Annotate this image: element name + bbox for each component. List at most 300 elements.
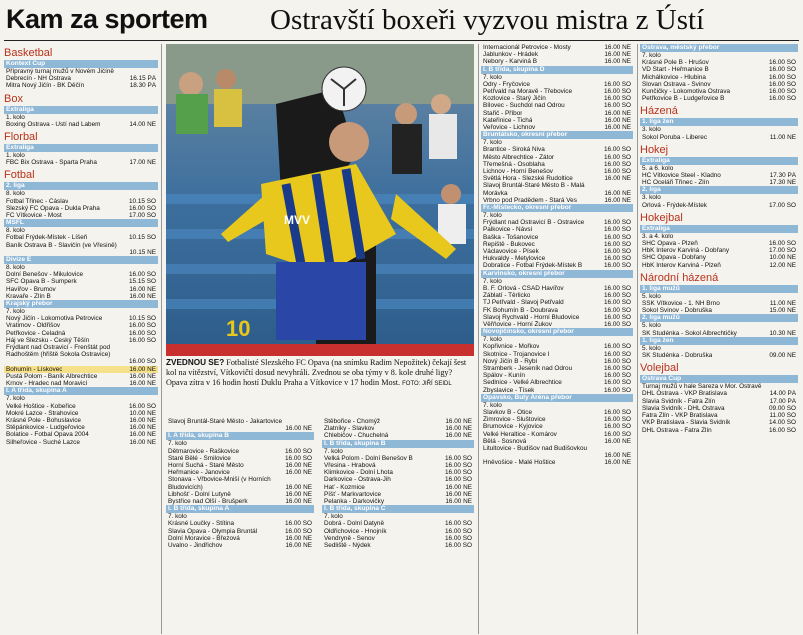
sport-heading-hokej: Hokej: [640, 143, 669, 156]
fixture-row: [4, 212, 158, 219]
fixture-time: 16.00 SO: [603, 386, 631, 394]
fixture-time: 16.00 NE: [129, 416, 156, 424]
fixture-teams: Radhoštěm (hřiště Sokola Ostravice): [6, 351, 111, 359]
fixture-time: 16.00 NE: [604, 459, 631, 467]
round-label: 7. kolo: [483, 139, 502, 147]
fixture-time: 16.00 NE: [285, 498, 312, 506]
competition-bar: Krajský přebor: [4, 300, 158, 308]
fixture-row: [481, 226, 633, 233]
competition-bar: Bruntálsko, okresní přebor: [481, 131, 633, 139]
round-label: 1. kolo: [6, 152, 25, 160]
fixture-row: [481, 102, 633, 109]
fixture-teams: Vrbno pod Pradědem - Stará Ves: [483, 196, 577, 204]
fixture-time: 16.00 SO: [768, 426, 796, 434]
fixture-teams: HbK Interov Karviná - Plzeň: [642, 261, 721, 269]
fixture-row: [4, 351, 158, 358]
fixture-row: [4, 242, 158, 249]
fixture-row: [4, 380, 158, 387]
fixture-time: 11.00 SO: [769, 412, 796, 420]
fixture-row: [481, 175, 633, 182]
fixture-row: [640, 134, 798, 141]
fixture-time: 16.00 SO: [768, 73, 796, 81]
fixture-row: [166, 520, 314, 527]
fixture-time: 16.00 NE: [285, 425, 312, 433]
competition-bar: I. A třída, skupina B: [166, 432, 314, 440]
fixture-row: [4, 403, 158, 410]
fixture-row: [4, 249, 158, 256]
fixture-time: 17.00 NE: [129, 159, 156, 167]
fixture-row: [481, 44, 633, 51]
fixture-row: [640, 88, 798, 95]
round-label: Turnaj mužů v hale Sareza v Mor. Ostravě: [642, 383, 762, 391]
fixture-teams: Baška - Tošanovice: [483, 233, 539, 241]
fixture-teams: Bludovicích): [168, 483, 203, 491]
column-divider: [637, 44, 638, 634]
round-label: 8. kolo: [6, 190, 25, 198]
fixture-time: 16.00 SO: [603, 313, 631, 321]
fixture-time: 16.00 NE: [445, 432, 472, 440]
fixture-teams: Heřmanice - Janovice: [168, 469, 230, 477]
competition-bar: I. B třída, skupina C: [322, 505, 474, 513]
photo-caption: [166, 358, 474, 389]
fixture-teams: FC Vítkovice - Most: [6, 212, 62, 220]
fixture-row: [481, 190, 633, 197]
fixture-time: 09.00 SO: [768, 404, 796, 412]
fixture-teams: Sedliště - Nýdek: [324, 542, 371, 550]
fixture-time: 14.00 SO: [768, 419, 796, 427]
fixture-teams: Litultovice - Budišov nad Budišovkou: [483, 444, 588, 452]
fixture-teams: Klimkovice - Dolní Lhota: [324, 469, 393, 477]
fixture-time: 16.00 SO: [603, 219, 631, 227]
fixture-teams: Bystřice nad Olší - Brušperk: [168, 498, 248, 506]
fixture-time: 16.00 SO: [603, 160, 631, 168]
competition-bar: Extraliga: [640, 157, 798, 165]
fixture-time: 17.30 PÁ: [769, 172, 796, 180]
fixture-row: [322, 455, 474, 462]
fixture-time: 16.00 SO: [603, 343, 631, 351]
fixture-teams: Šilheřovice - Suché Lazce: [6, 438, 80, 446]
fixture-time: 16.00 SO: [603, 306, 631, 314]
fixture-row: [322, 535, 474, 542]
fixture-teams: Slezský FC Opava - Dukla Praha: [6, 204, 100, 212]
fixture-time: 16.00 SO: [603, 95, 631, 103]
fixture-row: [4, 278, 158, 285]
fixture-time: [628, 445, 631, 452]
fixture-time: 16.00 NE: [604, 109, 631, 117]
fixture-teams: Štramberk - Jeseník nad Odrou: [483, 364, 573, 372]
fixture-teams: Odry - Fryčovice: [483, 80, 530, 88]
fixture-teams: Slavia Svidník - DHL Ostrava: [642, 404, 725, 412]
fixture-row: [640, 300, 798, 307]
fixture-time: 16.00 NE: [445, 425, 472, 433]
masthead: [4, 4, 799, 41]
competition-bar: Opavsko, Buly Aréna přebor: [481, 394, 633, 402]
fixture-time: 14.00 PÁ: [769, 390, 796, 398]
fixture-teams: Brantice - Široká Niva: [483, 146, 545, 154]
fixture-time: 16.00 SO: [603, 292, 631, 300]
fixture-teams: Debrecín - NH Ostrava: [6, 75, 71, 83]
fixture-row: [481, 416, 633, 423]
fixture-row: [481, 409, 633, 416]
fixture-time: 16.00 NE: [604, 189, 631, 197]
fixture-time: 16.00 SO: [603, 364, 631, 372]
competition-bar: 1. liga mužů: [640, 285, 798, 293]
fixture-teams: Město Albrechtice - Zátor: [483, 153, 555, 161]
fixture-teams: Michálkovice - Hlubina: [642, 73, 706, 81]
fixture-teams: Chlebičov - Chuchelná: [324, 432, 389, 440]
column-3-bottom: [322, 418, 474, 549]
fixture-teams: Libhošť - Dolní Lutyně: [168, 490, 231, 498]
competition-bar: 1. liga žen: [640, 337, 798, 345]
fixture-teams: Sokol Poruba - Liberec: [642, 133, 708, 141]
competition-bar: 1. liga žen: [640, 118, 798, 126]
fixture-row: [640, 419, 798, 426]
fixture-time: 16.00 SO: [444, 520, 472, 528]
fixture-row: [481, 459, 633, 466]
fixture-teams: Hněvošice - Malé Hoštice: [483, 459, 556, 467]
fixture-teams: Slavoj Bruntál-Staré Město B - Malá: [483, 182, 585, 190]
fixture-time: 16.00 NE: [129, 424, 156, 432]
competition-bar: I. B třída, skupina B: [322, 440, 474, 448]
fixture-time: 16.00 SO: [603, 146, 631, 154]
fixture-teams: Spálov - Kunín: [483, 372, 525, 380]
section-title: Kam za sportem: [6, 4, 208, 34]
fixture-time: 18.30 PÁ: [129, 82, 156, 90]
fixture-teams: SHC Opava - Dobřany: [642, 254, 706, 262]
fixture-time: 16.00 SO: [768, 59, 796, 67]
fixture-time: 10.15 NE: [129, 248, 156, 256]
fixture-time: 16.15 PÁ: [129, 75, 156, 83]
fixture-time: 11.00 NE: [769, 300, 796, 308]
fixture-row: [481, 299, 633, 306]
fixture-teams: Slavoj Rychvald - Horní Bludovice: [483, 313, 580, 321]
fixture-row: [166, 528, 314, 535]
fixture-row: [481, 372, 633, 379]
fixture-row: [481, 445, 633, 452]
fixture-time: 17.00 SO: [128, 212, 156, 220]
fixture-time: 16.00 SO: [603, 379, 631, 387]
round-label: 7. kolo: [483, 212, 502, 220]
fixture-time: 16.00 NE: [604, 124, 631, 132]
fixture-time: 16.00 SO: [128, 402, 156, 410]
fixture-time: 16.00 NE: [604, 51, 631, 59]
fixture-time: [153, 344, 156, 351]
fixture-teams: Pustá Polom - Baník Albrechtice: [6, 372, 98, 380]
fixture-time: 16.00 NE: [285, 462, 312, 470]
fixture-teams: VD Start - Heřmanice B: [642, 66, 709, 74]
sport-heading-fotbal: Fotbal: [4, 169, 35, 182]
fixture-row: [640, 179, 798, 186]
match-photo: [166, 44, 474, 356]
fixture-row: [166, 462, 314, 469]
fixture-teams: Bílovec - Suchdol nad Odrou: [483, 102, 565, 110]
fixture-time: 16.00 SO: [603, 240, 631, 248]
fixture-time: 16.00 SO: [603, 284, 631, 292]
fixture-time: 10.15 SO: [128, 315, 156, 323]
fixture-row: [640, 81, 798, 88]
fixture-teams: Havířov - Brumov: [6, 285, 56, 293]
round-label: 7. kolo: [168, 513, 187, 521]
fixture-row: [481, 234, 633, 241]
fixture-teams: Dolní Moravice - Březová: [168, 534, 240, 542]
fixture-teams: B. F. Orlová - ČSAD Havířov: [483, 284, 564, 292]
fixture-teams: Petřkovice - Čeladná: [6, 329, 66, 337]
fixture-time: 16.00 NE: [445, 418, 472, 425]
fixture-row: [640, 254, 798, 261]
fixture-time: 16.00 NE: [285, 534, 312, 542]
fixture-time: 16.00 NE: [604, 452, 631, 460]
column-2-bottom: [166, 418, 314, 549]
fixture-time: 16.00 SO: [603, 350, 631, 358]
fixture-row: [166, 469, 314, 476]
fixture-time: 16.00 NE: [285, 490, 312, 498]
fixture-row: [166, 418, 314, 425]
fixture-time: 16.00 SO: [603, 102, 631, 110]
fixture-time: 16.00 SO: [284, 454, 312, 462]
fixture-row: [322, 425, 474, 432]
fixture-row: [166, 491, 314, 498]
column-divider: [161, 44, 162, 634]
fixture-time: 10.00 NE: [769, 254, 796, 262]
fixture-time: 16.00 NE: [604, 58, 631, 66]
sport-heading-basketbal: Basketbal: [4, 47, 53, 59]
fixture-time: 16.00 NE: [129, 431, 156, 439]
round-label: 8. kolo: [6, 227, 25, 235]
fixture-time: 16.00 SO: [768, 88, 796, 96]
fixture-time: 16.00 SO: [603, 153, 631, 161]
column-1: [4, 44, 158, 446]
fixture-time: 16.00 SO: [603, 262, 631, 270]
round-label: 8. kolo: [6, 264, 25, 272]
fixture-time: 16.00 SO: [603, 233, 631, 241]
fixture-teams: Slavia Svidník - Fatra Zlín: [642, 397, 716, 405]
competition-bar: I. A třída, skupina A: [4, 387, 158, 395]
round-label: 7. kolo: [324, 447, 343, 455]
fixture-teams: SK Studénka - Dobruška: [642, 352, 713, 360]
fixture-teams: Dobratice - Fotbal Frýdek-Místek B: [483, 262, 583, 270]
fixture-row: [322, 528, 474, 535]
fixture-time: 16.00 NE: [445, 498, 472, 506]
fixture-teams: Jablunkov - Hrádek: [483, 51, 539, 59]
fixture-row: [640, 66, 798, 73]
fixture-teams: Úvalno - Jindřichov: [168, 542, 223, 550]
round-label: 3. a 4. kolo: [642, 232, 674, 240]
fixture-teams: Bělá - Sosnová: [483, 437, 527, 445]
fixture-time: 12.00 NE: [769, 261, 796, 269]
competition-bar: Kontext Cup: [4, 60, 158, 68]
competition-bar: Extraliga: [640, 225, 798, 233]
fixture-teams: Lichnov - Horní Benešov: [483, 168, 553, 176]
round-label: 5. a 6. kolo: [642, 164, 674, 172]
round-label: 3. kolo: [642, 194, 661, 202]
fixture-row: [166, 476, 314, 483]
fixture-row: [322, 542, 474, 549]
fixture-row: [481, 248, 633, 255]
fixture-row: [4, 410, 158, 417]
fixture-row: [322, 498, 474, 505]
fixture-row: [481, 438, 633, 445]
fixture-time: 16.00 SO: [603, 226, 631, 234]
fixture-row: [166, 542, 314, 549]
fixture-time: 16.00 SO: [768, 240, 796, 248]
fixture-row: [481, 343, 633, 350]
fixture-time: 16.00 SO: [128, 329, 156, 337]
fixture-row: [640, 95, 798, 102]
fixture-teams: Nový Jičín - Lokomotiva Petrovice: [6, 315, 103, 323]
fixture-teams: Nový Jičín B - Rybí: [483, 357, 538, 365]
fixture-teams: HC Oceláři Třinec - Zlín: [642, 179, 709, 187]
competition-bar: Ostrava, městský přebor: [640, 44, 798, 52]
shirt-number: 10: [226, 316, 251, 341]
fixture-row: [4, 271, 158, 278]
round-label: 3. kolo: [642, 126, 661, 134]
fixture-time: 16.00 NE: [604, 44, 631, 51]
competition-bar: Divize E: [4, 256, 158, 264]
fixture-time: 15.15 SO: [128, 278, 156, 286]
fixture-time: 16.00 SO: [444, 527, 472, 535]
fixture-time: 16.00 NE: [129, 285, 156, 293]
round-label: 7. kolo: [483, 401, 502, 409]
fixture-teams: Velké Heraltice - Komárov: [483, 430, 557, 438]
fixture-time: 16.00 NE: [129, 365, 156, 373]
fixture-time: 16.00 NE: [604, 437, 631, 445]
fixture-row: [4, 358, 158, 365]
fixture-row: [481, 365, 633, 372]
fixture-row: [4, 159, 158, 166]
fixture-time: 16.00 SO: [128, 358, 156, 366]
fixture-row: [481, 307, 633, 314]
fixture-row: [4, 373, 158, 380]
fixture-time: [153, 242, 156, 249]
fixture-teams: FBC Bix Ostrava - Sparta Praha: [6, 159, 97, 167]
competition-bar: 2. liga mužů: [640, 314, 798, 322]
fixture-teams: TJ Petřvald - Slavoj Petřvald: [483, 299, 564, 307]
fixture-row: [481, 285, 633, 292]
fixture-time: [309, 476, 312, 483]
fixture-time: 16.00 NE: [129, 380, 156, 388]
fixture-teams: Zbyslavice - Tísek: [483, 386, 535, 394]
fixture-teams: Mokré Lazce - Strahovice: [6, 409, 79, 417]
shirt-sponsor: MVV: [284, 213, 311, 227]
round-label: 7. kolo: [642, 52, 661, 59]
fixture-teams: Zlatníky - Slavkov: [324, 425, 375, 433]
fixture-teams: Internacionál Petrovice - Mosty: [483, 44, 571, 51]
fixture-row: [640, 262, 798, 269]
fixture-teams: DHL Ostrava - Fatra Zlín: [642, 426, 712, 434]
fixture-teams: HC Vítkovice Steel - Kladno: [642, 172, 721, 180]
fixture-time: 16.00 SO: [603, 372, 631, 380]
fixture-time: 16.00 NE: [129, 372, 156, 380]
fixture-teams: Oldřichovice - Hnojník: [324, 527, 387, 535]
fixture-time: 16.00 SO: [603, 357, 631, 365]
fixture-row: [640, 352, 798, 359]
fixture-row: [481, 117, 633, 124]
fixture-time: 10.15 SO: [128, 197, 156, 205]
fixture-row: [4, 82, 158, 89]
fixture-teams: Sokol Svinov - Dobruška: [642, 307, 712, 315]
fixture-time: 17.00 PÁ: [769, 397, 796, 405]
photo-credit: FOTO: JIŘÍ SEIDL: [402, 381, 452, 387]
fixture-row: [481, 321, 633, 328]
photo-illustration: [166, 44, 474, 356]
fixture-time: 16.00 SO: [444, 462, 472, 470]
fixture-row: [481, 197, 633, 204]
fixture-time: 16.00 NE: [285, 483, 312, 491]
fixture-row: [4, 424, 158, 431]
fixture-teams: DHL Ostrava - VKP Bratislava: [642, 390, 727, 398]
fixture-time: 16.00 SO: [284, 527, 312, 535]
fixture-time: 16.00 NE: [604, 175, 631, 183]
fixture-teams: Krnov - Hradec nad Moravicí: [6, 380, 88, 388]
round-label: 7. kolo: [483, 73, 502, 81]
fixture-teams: Vřesina - Hrabová: [324, 462, 376, 470]
fixture-teams: Píšť - Markvartovice: [324, 490, 382, 498]
column-5: [640, 44, 798, 434]
fixture-teams: Kravaře - Zlín B: [6, 292, 51, 300]
fixture-time: 16.00 NE: [604, 116, 631, 124]
fixture-row: [640, 74, 798, 81]
fixture-row: [640, 172, 798, 179]
sport-heading-volejbal: Volejbal: [640, 362, 679, 375]
sport-heading-hazena: Házená: [640, 105, 678, 118]
fixture-teams: Velká Polom - Dolní Benešov B: [324, 454, 413, 462]
fixture-row: [4, 293, 158, 300]
fixture-teams: Kateřinice - Tichá: [483, 116, 533, 124]
fixture-time: 17.00 SO: [768, 247, 796, 255]
fixture-teams: Věřňovice - Horní Žukov: [483, 320, 552, 328]
fixture-teams: Stařič - Příbor: [483, 109, 523, 117]
fixture-row: [481, 351, 633, 358]
fixture-time: 15.00 NE: [769, 307, 796, 315]
fixture-row: [481, 387, 633, 394]
fixture-time: 14.00 NE: [129, 120, 156, 128]
fixture-row: [322, 491, 474, 498]
caption-text: Fotbalisté Slezského FC Opava (na snímku Radim Nepožitek) čekají šest kol na vítězství, Vítkovičtí dosud nevyhráli. Zvednou se oba týmy v 8. kole druhé ligy? Opava zítra v 16 hodin hostí Duklu Praha a Vítkovice v 17 hodin Most.: [166, 358, 467, 387]
fixture-row: [481, 110, 633, 117]
round-label: 5. kolo: [642, 292, 661, 300]
fixture-row: [4, 198, 158, 205]
fixture-time: 16.00 SO: [768, 66, 796, 74]
fixture-row: [4, 337, 158, 344]
fixture-teams: Sedlnice - Velké Albrechtice: [483, 379, 562, 387]
fixture-time: 16.00 SO: [603, 423, 631, 431]
fixture-time: 16.00 SO: [603, 168, 631, 176]
fixture-row: [166, 425, 314, 432]
fixture-time: 16.00 SO: [444, 469, 472, 477]
competition-bar: MSFL: [4, 219, 158, 227]
column-divider: [478, 44, 479, 634]
fixture-time: 16.00 SO: [128, 336, 156, 344]
fixture-time: 16.00 SO: [603, 408, 631, 416]
fixture-row: [481, 423, 633, 430]
fixture-time: 16.00 SO: [603, 299, 631, 307]
fixture-row: [4, 234, 158, 241]
fixture-teams: Dolní Benešov - Mikulovice: [6, 271, 84, 279]
fixture-teams: Štěpánkovice - Ludgeřovice: [6, 424, 85, 432]
round-label: 1. kolo: [6, 113, 25, 121]
competition-bar: Novojičínsko, okresní přebor: [481, 328, 633, 336]
round-label: 7. kolo: [6, 308, 25, 316]
fixture-time: [309, 418, 312, 425]
fixture-teams: Vratimov - Oldřišov: [6, 322, 61, 330]
fixture-time: 16.00 SO: [444, 542, 472, 550]
fixture-time: 16.00 SO: [603, 88, 631, 96]
fixture-time: 11.00 NE: [769, 133, 796, 141]
round-label: 7. kolo: [483, 277, 502, 285]
fixture-time: 16.00 NE: [604, 196, 631, 204]
fixture-time: [153, 351, 156, 358]
fixture-time: 10.30 NE: [769, 329, 796, 337]
